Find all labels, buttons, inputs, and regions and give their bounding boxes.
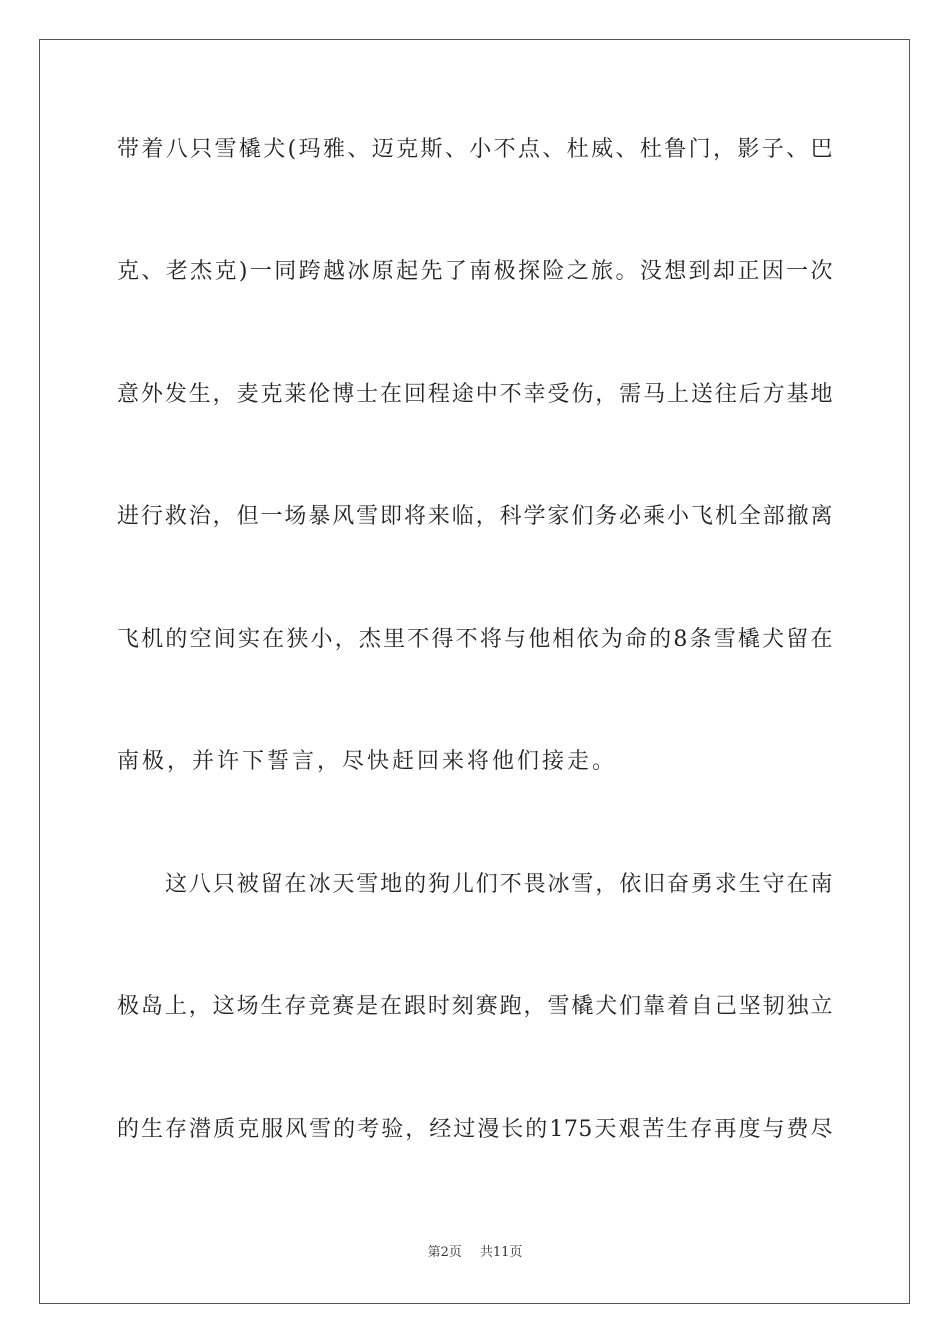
text-line-8: 极岛上，这场生存竞赛是在跟时刻赛跑，雪橇犬们靠着自己坚韧独立 [117, 994, 833, 1019]
text-line-6: 南极，并许下誓言，尽快赶回来将他们接走。 [117, 749, 618, 774]
text-line-7: 这八只被留在冰天雪地的狗儿们不畏冰雪，依旧奋勇求生守在南 [165, 872, 833, 897]
text-line-1: 带着八只雪橇犬(玛雅、迈克斯、小不点、杜威、杜鲁门，影子、巴 [117, 137, 833, 162]
page-number: 第2页 [427, 1245, 462, 1260]
text-line-5: 飞机的空间实在狭小，杰里不得不将与他相依为命的8条雪橇犬留在 [117, 627, 833, 652]
text-line-9: 的生存潜质克服风雪的考验，经过漫长的175天艰苦生存再度与费尽 [117, 1117, 833, 1142]
page-footer [0, 1244, 950, 1262]
text-line-2: 克、老杰克)一同跨越冰原起先了南极探险之旅。没想到却正因一次 [117, 259, 833, 284]
page-total: 共11页 [479, 1245, 523, 1260]
text-line-4: 进行救治，但一场暴风雪即将来临，科学家们务必乘小飞机全部撤离 [117, 504, 833, 529]
text-line-3: 意外发生，麦克莱伦博士在回程途中不幸受伤，需马上送往后方基地 [117, 382, 833, 407]
